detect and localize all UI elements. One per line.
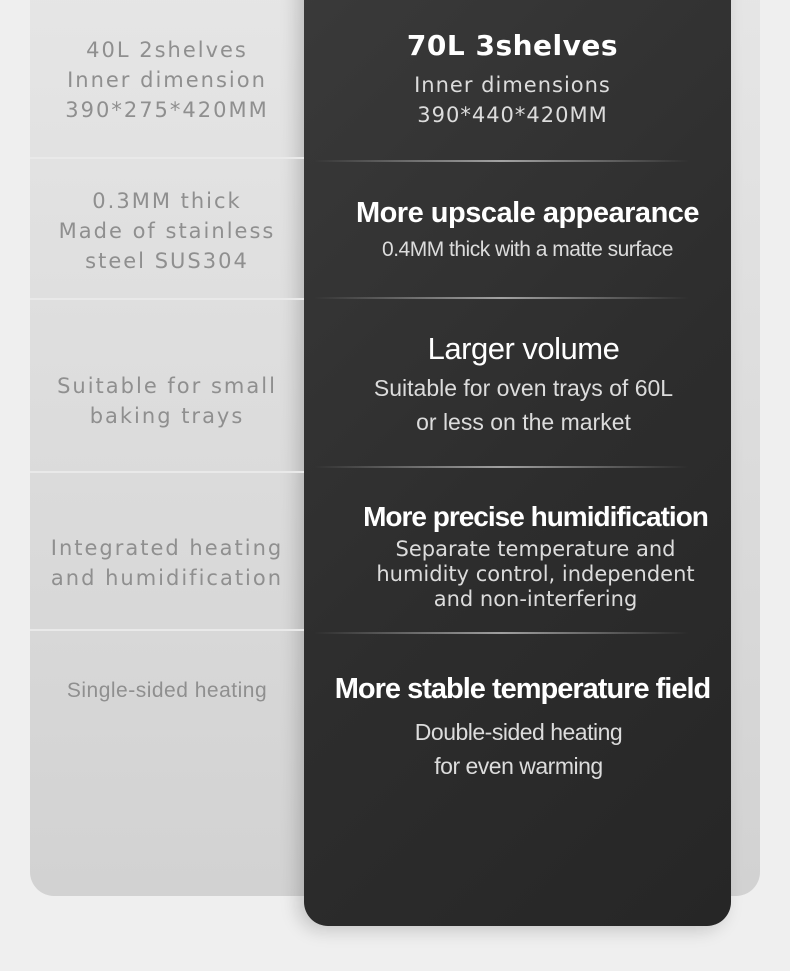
row-divider <box>30 298 304 300</box>
standard-heating-cell <box>30 675 304 707</box>
row-divider <box>314 297 689 299</box>
upgraded-capacity-cell <box>304 26 731 130</box>
standard-humidification-line-2: and humidification <box>50 566 284 590</box>
standard-tray-line-1: Suitable for small <box>57 374 277 398</box>
upgraded-dimension-value: 390*440*420MM <box>417 103 608 127</box>
standard-heating-line: Single-sided heating <box>66 679 268 702</box>
standard-steel-line: steel SUS304 <box>85 249 249 273</box>
upgraded-appearance-sub: 0.4MM thick with a matte surface <box>382 238 673 261</box>
upgraded-humidification-title: More precise humidification <box>363 501 708 532</box>
row-divider <box>30 157 304 159</box>
upgraded-volume-cell <box>304 329 731 439</box>
standard-tray-cell <box>30 370 304 432</box>
upgraded-humidification-sub-2: humidity control, independent <box>376 562 695 586</box>
upgraded-humidification-sub-1: Separate temperature and <box>395 537 676 561</box>
upgraded-volume-title: Larger volume <box>427 331 620 366</box>
upgraded-dimension-label: Inner dimensions <box>414 73 611 97</box>
standard-capacity-cell <box>30 34 304 126</box>
upgraded-capacity-title: 70L 3shelves <box>406 29 619 62</box>
row-divider <box>314 160 689 162</box>
upgraded-appearance-title: More upscale appearance <box>355 197 700 229</box>
row-divider <box>30 629 304 631</box>
upgraded-volume-sub-2: or less on the market <box>416 409 631 435</box>
row-divider <box>314 466 689 468</box>
row-divider <box>314 632 689 634</box>
standard-material-cell <box>30 185 304 277</box>
standard-humidification-line-1: Integrated heating <box>50 536 284 560</box>
standard-capacity-line: 40L 2shelves <box>86 38 248 62</box>
standard-dimension-value: 390*275*420MM <box>65 98 269 122</box>
standard-humidification-cell <box>30 532 304 594</box>
standard-model-column <box>30 0 304 896</box>
upgraded-heating-title: More stable temperature field <box>334 673 711 705</box>
row-divider <box>30 471 304 473</box>
upgraded-volume-sub-1: Suitable for oven trays of 60L <box>373 375 674 401</box>
upgraded-heating-sub-2: for even warming <box>434 753 603 779</box>
standard-thickness-line: 0.3MM thick <box>92 189 242 213</box>
standard-tray-line-2: baking trays <box>89 404 245 428</box>
standard-dimension-label: Inner dimension <box>67 68 267 92</box>
standard-material-line: Made of stainless <box>58 219 276 243</box>
upgraded-heating-cell <box>304 669 731 783</box>
upgraded-humidification-cell <box>304 497 731 612</box>
upgraded-heating-sub-1: Double-sided heating <box>414 719 623 745</box>
upgraded-model-column <box>304 0 731 926</box>
upgraded-appearance-cell <box>304 193 731 265</box>
upgraded-humidification-sub-3: and non-interfering <box>433 587 638 611</box>
